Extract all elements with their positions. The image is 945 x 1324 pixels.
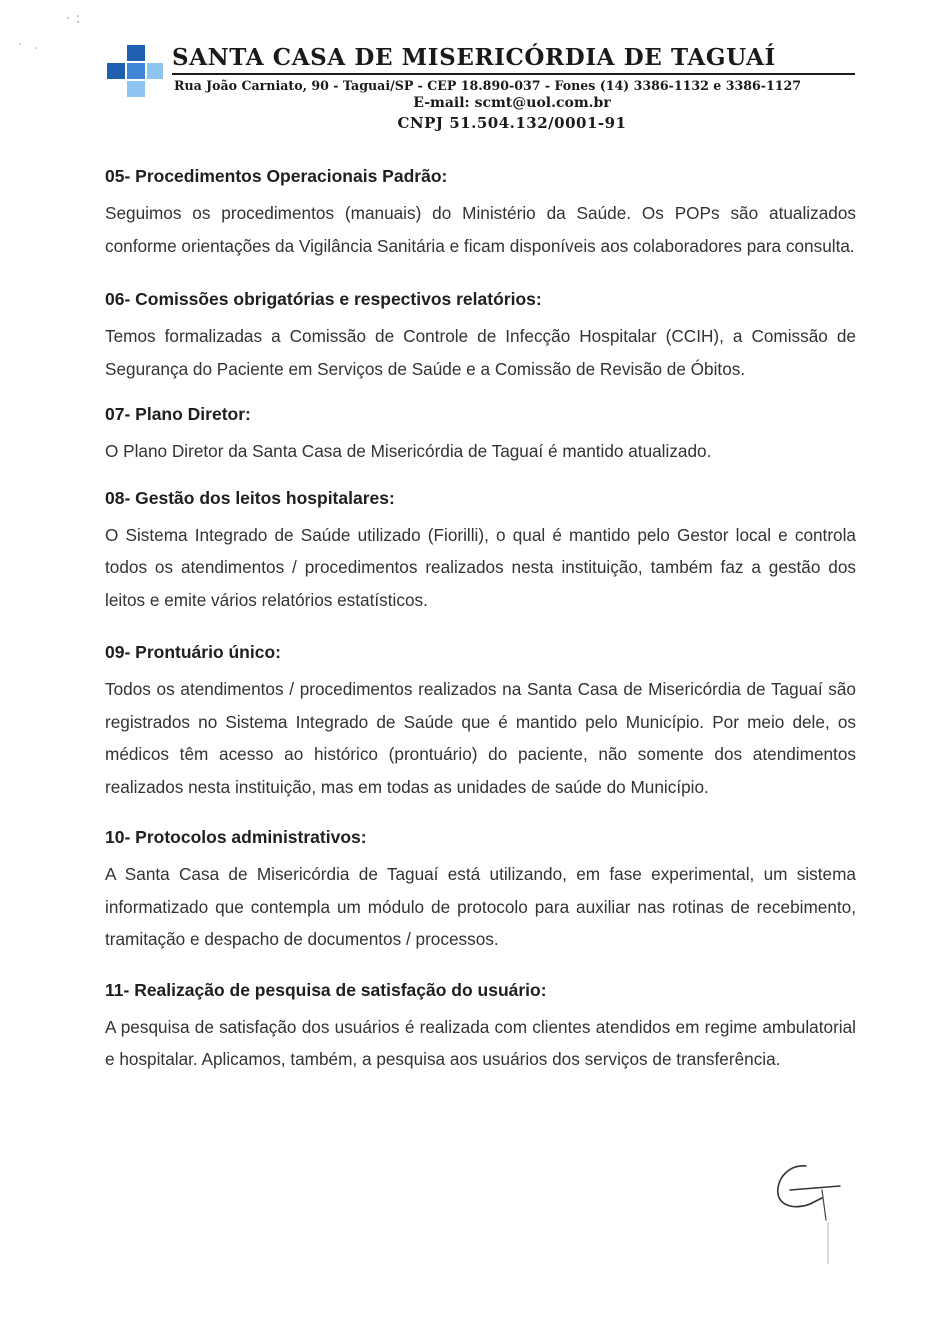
section-body: O Sistema Integrado de Saúde utilizado (Fiorilli), o qual é mantido pelo Gestor local e controla todos os atendimentos / procedimentos realizados nesta instituição, também faz a gestão dos leitos e emite vários relatórios estatísticos. (105, 524, 856, 610)
section-07 (105, 402, 856, 468)
section-10 (105, 825, 856, 956)
section-body: Temos formalizadas a Comissão de Controle de Infecção Hospitalar (CCIH), a Comissão de Segurança do Paciente em Serviços de Saúde e a Comissão de Revisão de Óbitos. (105, 326, 856, 379)
section-body: Seguimos os procedimentos (manuais) do Ministério da Saúde. Os POPs são atualizados conforme orientações da Vigilância Sanitária e ficam disponíveis aos colaboradores para consulta. (105, 203, 856, 256)
section-body: Todos os atendimentos / procedimentos realizados na Santa Casa de Misericórdia de Taguaí são registrados no Sistema Integrado de Saúde que é mantido pelo Município. Por meio dele, os médicos têm acesso ao histórico (prontuário) do paciente, não somente dos atendimentos realizados nesta instituição, mas em todas as unidades de saúde do Município. (105, 679, 856, 797)
institution-cnpj: CNPJ 51.504.132/0001-91 (397, 114, 627, 132)
section-heading: 07- Plano Diretor: (105, 404, 251, 424)
section-06 (105, 287, 856, 385)
scan-artifact-dots-icon (8, 8, 88, 58)
section-heading: 11- Realização de pesquisa de satisfação do usuário: (105, 979, 547, 1000)
institution-email: E-mail: scmt@uol.com.br (413, 95, 611, 111)
section-heading: 05- Procedimentos Operacionais Padrão: (105, 166, 448, 186)
section-11 (105, 978, 856, 1076)
institution-name: SANTA CASA DE MISERICÓRDIA DE TAGUAÍ (172, 44, 776, 71)
document-body (105, 164, 856, 1076)
blue-cross-logo-icon (107, 45, 163, 97)
section-body: O Plano Diretor da Santa Casa de Misericórdia de Taguaí é mantido atualizado. (105, 441, 712, 461)
institution-address: Rua João Carniato, 90 - Taguai/SP - CEP 18.890-037 - Fones (14) 3386-1132 e 3386-1127 (174, 78, 802, 93)
header-underline (172, 73, 855, 75)
section-heading: 06- Comissões obrigatórias e respectivos relatórios: (105, 289, 542, 309)
section-heading: 09- Prontuário único: (105, 642, 281, 662)
section-body: A Santa Casa de Misericórdia de Taguaí está utilizando, em fase experimental, um sistema informatizado que contempla um módulo de protocolo para auxiliar nas rotinas de recebimento, tramitação e despacho de documentos / processos. (105, 864, 856, 949)
section-09 (105, 640, 856, 803)
section-08 (105, 486, 856, 617)
handwritten-initials-icon (770, 1160, 850, 1270)
section-05 (105, 164, 856, 262)
section-heading: 08- Gestão dos leitos hospitalares: (105, 487, 395, 508)
section-heading: 10- Protocolos administrativos: (105, 827, 367, 847)
section-body: A pesquisa de satisfação dos usuários é realizada com clientes atendidos em regime ambulatorial e hospitalar. Aplicamos, também, a pesquisa aos usuários dos serviços de transferência. (105, 1016, 856, 1069)
